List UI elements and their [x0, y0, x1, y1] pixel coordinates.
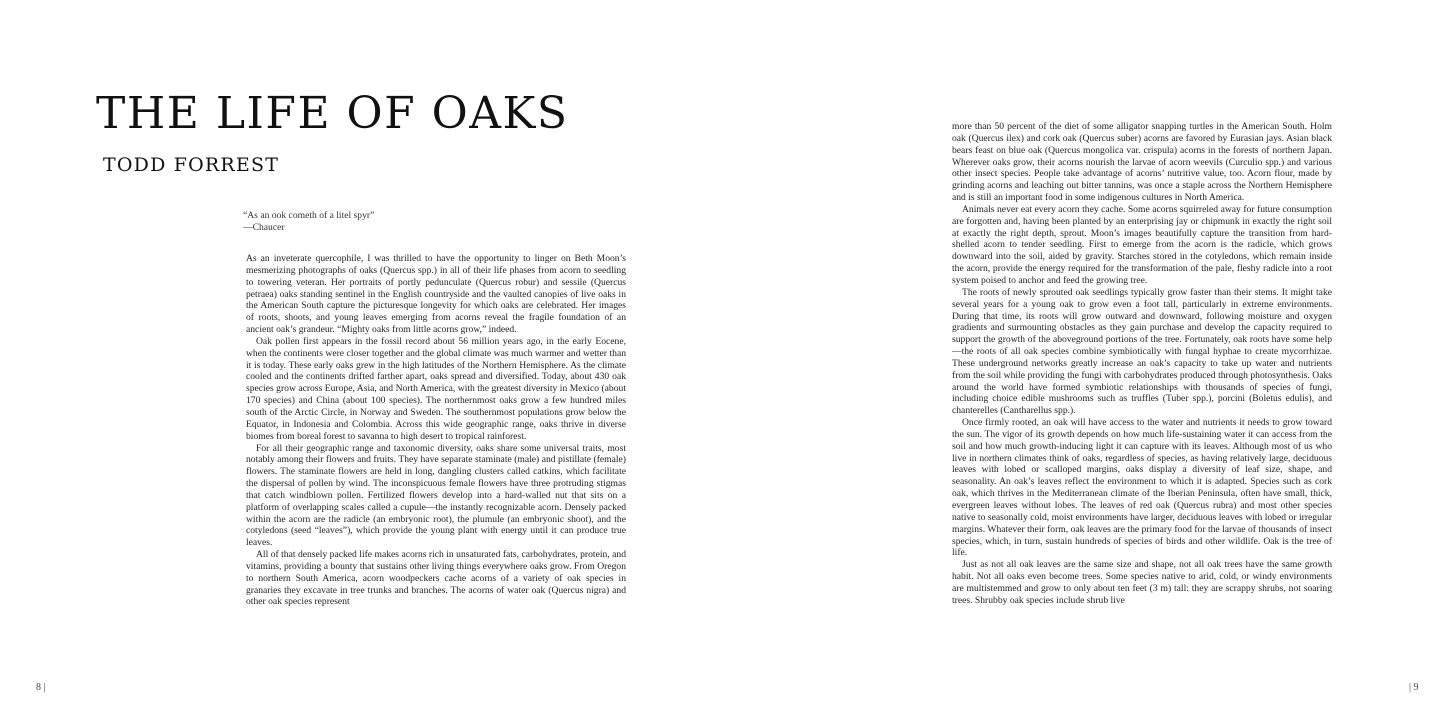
epigraph — [243, 210, 374, 234]
epigraph-quote: “As an ook cometh of a litel spyr” — [243, 210, 375, 221]
paragraph: Once firmly rooted, an oak will have access to the water and nutrients it needs to grow toward the sun. The vigor of its growth depends on how much life-sustaining water it can access from the soil and how much growth-inducing light it can capture with its leaves. Although most of us who live in northern climates think of oaks, regardless of species, as having relatively large, deciduous leaves with lobed or scalloped margins, oaks display a diversity of leaf size, shape, and seasonality. An oak’s leaves reflect the environment to which it is adapted. Species such as cork oak, which thrives in the Mediterranean climate of the Iberian Peninsula, often have small, thick, evergreen leaves without lobes. The leaves of red oak (Quercus rubra) and most other species native to seasonally cold, moist environments have larger, deciduous leaves with lobed or irregular margins. Whatever their form, oak leaves are the primary food for the larvae of thousands of insect species, which, in turn, sustain hundreds of species of birds and other wildlife. Oak is the tree of life. — [952, 417, 1332, 559]
page-number-left: 8 | — [36, 682, 46, 693]
paragraph: For all their geographic range and taxonomic diversity, oaks share some universal traits, most notably among their flowers and fruits. They have separate staminate (male) and pistillate (female) flowers. The staminate flowers are held in long, dangling clusters called catkins, which facilitate the dispersal of pollen by wind. The inconspicuous female flowers have three protruding stigmas that catch windblown pollen. Fertilized flowers develop into a hard-walled nut that sits on a platform of overlapping scales called a cupule—the instantly recognizable acorn. Densely packed within the acorn are the radicle (an embryonic root), the plumule (an embryonic shoot), and the cotyledons (seed “leaves”), which provide the young plant with energy until it can produce true leaves. — [246, 442, 626, 549]
paragraph: As an inveterate quercophile, I was thrilled to have the opportunity to linger on Beth Moon’s mesmerizing photographs of oaks (Quercus spp.) in all of their life phases from acorn to seedling to towering veteran. Her portraits of portly pedunculate (Quercus robur) and sessile (Quercus petraea) oaks standing sentinel in the English countryside and the vaulted canopies of live oaks in the American South capture the picturesque longevity for which oaks are celebrated. Her images of roots, shoots, and young leaves emerging from acorns reveal the fragile foundation of an ancient oak’s grandeur. “Mighty oaks from little acorns grow,” indeed. — [246, 253, 626, 336]
left-body-text — [246, 253, 626, 608]
paragraph: Just as not all oak leaves are the same size and shape, not all oak trees have the same growth habit. Not all oaks even become trees. Some species native to arid, cold, or windy environments are multistemmed and grow to only about ten feet (3 m) tall: they are scrappy shrubs, not soaring trees. Shrubby oak species include shrub live — [952, 559, 1332, 606]
paragraph: All of that densely packed life makes acorns rich in unsaturated fats, carbohydrates, protein, and vitamins, providing a bounty that sustains other living things everywhere oaks grow. From Oregon to northern South America, acorn woodpeckers cache acorns of a variety of oak species in granaries they excavate in tree trunks and branches. The acorns of water oak (Quercus nigra) and other oak species represent — [246, 549, 626, 608]
epigraph-attribution: —Chaucer — [243, 221, 285, 233]
paragraph: more than 50 percent of the diet of some alligator snapping turtles in the American South. Holm oak (Quercus ilex) and cork oak (Quercus suber) acorns are favored by Eurasian jays. Asian black bears feast on blue oak (Quercus mongolica var. crispula) acorns in the forests of northern Japan. Wherever oaks grow, their acorns nourish the larvae of acorn weevils (Curculio spp.) and various other insect species. People take advantage of acorns’ nutritive value, too. Acorn flour, made by grinding acorns and leaching out bitter tannins, was once a staple across the Northern Hemisphere and is still an important food in some indigenous cultures in North America. — [952, 121, 1332, 204]
paragraph: Oak pollen first appears in the fossil record about 56 million years ago, in the early Eocene, when the continents were closer together and the global climate was much warmer and wetter than it is today. These early oaks grew in the high latitudes of the Northern Hemisphere. As the climate cooled and the continents drifted farther apart, oaks spread and diversified. Today, about 430 oak species grow across Europe, Asia, and North America, with the greatest diversity in Mexico (about 170 species) and China (about 100 species). The northernmost oaks grow a few hundred miles south of the Arctic Circle, in Norway and Sweden. The southernmost populations grow below the Equator, in Indonesia and Colombia. Across this wide geographic range, oaks thrive in diverse biomes from boreal forest to savanna to high desert to tropical rainforest. — [246, 335, 626, 442]
chapter-title: THE LIFE OF OAKS — [96, 88, 569, 139]
page-number-right: | 9 — [1409, 682, 1419, 693]
right-body-text — [952, 121, 1332, 607]
paragraph: Animals never eat every acorn they cache. Some acorns squirreled away for future consumption are forgotten and, having been planted by an enterprising jay or chipmunk in exactly the right soil at exactly the right depth, sprout. Moon’s images beautifully capture the transition from hard-shelled acorn to tender seedling. First to emerge from the acorn is the radicle, which grows downward into the soil, aided by gravity. Starches stored in the cotyledons, which remain inside the acorn, provide the energy required for the transformation of the pale, fleshy radicle into a root system poised to anchor and feed the growing tree. — [952, 203, 1332, 286]
author-name: TODD FORREST — [103, 154, 280, 176]
paragraph: The roots of newly sprouted oak seedlings typically grow faster than their stems. It might take several years for a young oak to grow even a foot tall, particularly in extreme environments. During that time, its roots will grow outward and downward, following moisture and oxygen gradients and surmounting obstacles as they gain purchase and develop the capacity required to support the growth of the aboveground portions of the tree. Fortunately, oak roots have some help—the roots of all oak species combine symbiotically with fungal hyphae to create mycorrhizae. These underground networks greatly increase an oak’s capacity to take up water and nutrients from the soil while providing the fungi with carbohydrates produced through photosynthesis. Oaks around the world have formed symbiotic relationships with thousands of species of fungi, including choice edible mushrooms such as truffles (Tuber spp.), porcini (Boletus edulis), and chanterelles (Cantharellus spp.). — [952, 286, 1332, 417]
